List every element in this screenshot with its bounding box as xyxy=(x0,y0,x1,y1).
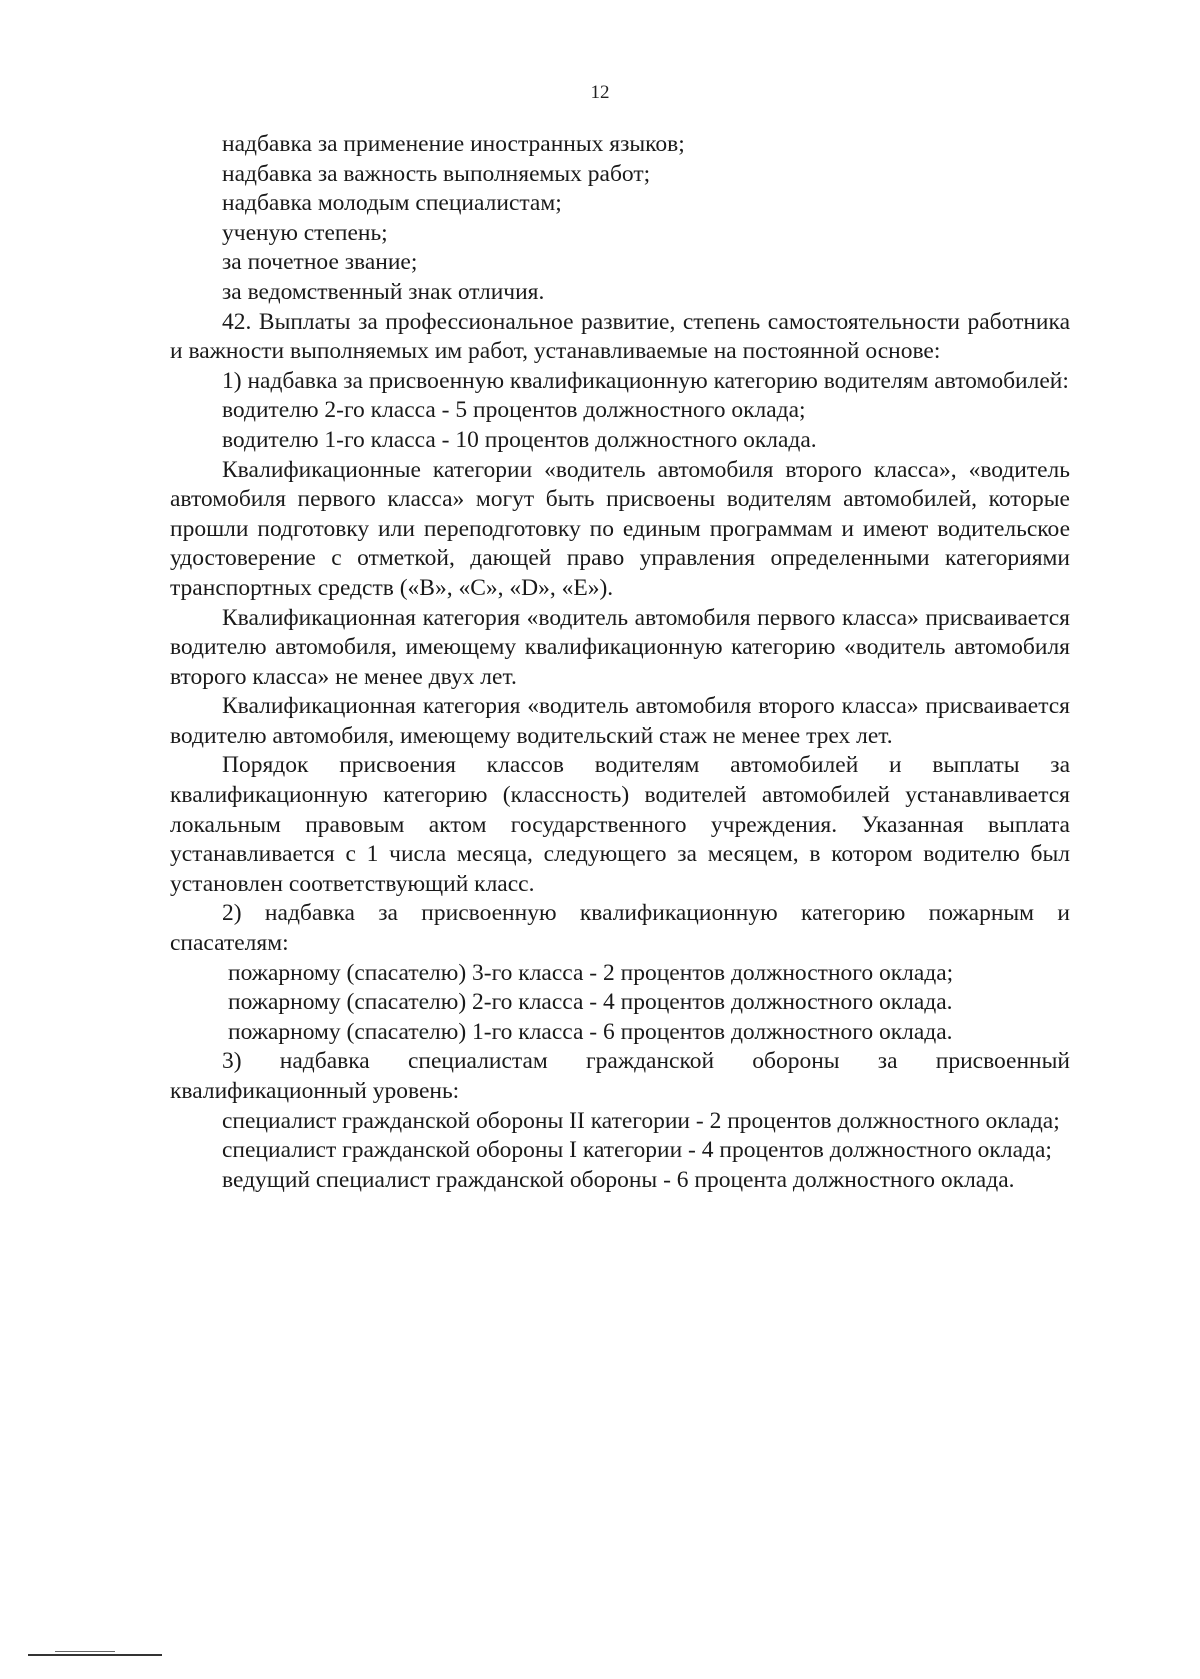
paragraph: пожарному (спасателю) 3-го класса - 2 процентов должностного оклада; xyxy=(228,959,954,986)
document-body xyxy=(170,130,1070,1195)
paragraph: пожарному (спасателю) 2-го класса - 4 процентов должностного оклада. xyxy=(228,989,953,1016)
paragraph: за почетное звание; xyxy=(222,249,418,276)
paragraph: за ведомственный знак отличия. xyxy=(222,278,545,305)
paragraph: ученую степень; xyxy=(222,219,388,246)
paragraph: надбавка за важность выполняемых работ; xyxy=(222,160,651,187)
paragraph: надбавка молодым специалистам; xyxy=(222,190,562,217)
page-number: 12 xyxy=(590,82,610,103)
paragraph: Порядок присвоения классов водителям автомобилей и выплаты за квалификационную категорию (классность) водителей автомобилей устанавливается локальным правовым актом государственного учреждения. Указанная выплата устанавливается с 1 числа месяца, следующего за месяцем, в котором водителю был установлен соответствующий класс. xyxy=(170,752,1070,897)
paragraph: специалист гражданской обороны I категории - 4 процентов должностного оклада; xyxy=(222,1137,1052,1164)
paragraph: пожарному (спасателю) 1-го класса - 6 процентов должностного оклада. xyxy=(228,1018,953,1045)
paragraph: 2) надбавка за присвоенную квалификационную категорию пожарным и спасателям: xyxy=(170,900,1070,957)
paragraph: Квалификационные категории «водитель автомобиля второго класса», «водитель автомобиля первого класса» могут быть присвоены водителям автомобилей, которые прошли подготовку или переподготовку по единым программам и имеют водительское удостоверение с отметкой, дающей право управления определенными категориями транспортных средств («B», «C», «D», «E»). xyxy=(170,456,1070,601)
paragraph: ведущий специалист гражданской обороны - 6 процента должностного оклада. xyxy=(222,1166,1015,1193)
paragraph: Квалификационная категория «водитель автомобиля первого класса» присваивается водителю автомобиля, имеющему квалификационную категорию «водитель автомобиля второго класса» не менее двух лет. xyxy=(170,604,1070,690)
paragraph: водителю 1-го класса - 10 процентов должностного оклада. xyxy=(222,426,817,453)
paragraph: водителю 2-го класса - 5 процентов должностного оклада; xyxy=(222,397,806,424)
paragraph: специалист гражданской обороны II категории - 2 процентов должностного оклада; xyxy=(222,1107,1060,1134)
paragraph-clause-42: 42. Выплаты за профессиональное развитие, степень самостоятельности работника и важности выполняемых им работ, устанавливаемые на постоянной основе: xyxy=(170,308,1070,365)
scan-artifact-line xyxy=(55,1651,115,1652)
paragraph: 1) надбавка за присвоенную квалификационную категорию водителям автомобилей: xyxy=(222,367,1069,394)
scan-artifact-line xyxy=(28,1654,162,1656)
paragraph: надбавка за применение иностранных языков; xyxy=(222,131,685,157)
paragraph: 3) надбавка специалистам гражданской обороны за присвоенный квалификационный уровень: xyxy=(170,1048,1070,1104)
paragraph: Квалификационная категория «водитель автомобиля второго класса» присваивается водителю автомобиля, имеющему водительский стаж не менее трех лет. xyxy=(170,693,1070,749)
